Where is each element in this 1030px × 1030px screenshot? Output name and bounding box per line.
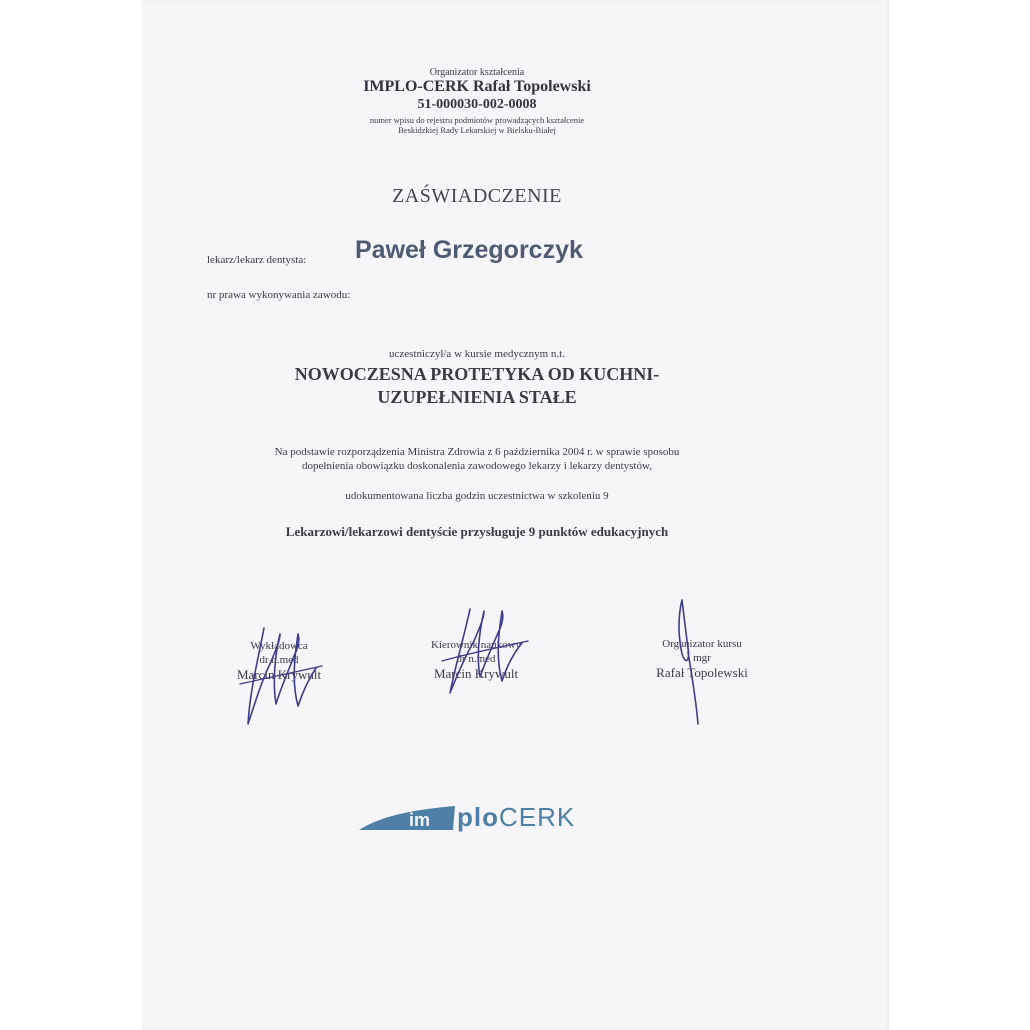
signature-role: Organizator kursu bbox=[662, 638, 742, 650]
logo-text-bold: plo bbox=[457, 802, 499, 832]
hours-statement: udokumentowana liczba godzin uczestnictwa w szkoleniu 9 bbox=[345, 490, 609, 502]
course-intro: uczestniczył/a w kursie medycznym n.t. bbox=[389, 348, 565, 360]
education-points-statement: Lekarzowi/lekarzowi dentyście przysługuje 9 punktów edukacyjnych bbox=[285, 524, 669, 539]
handwritten-signature-2 bbox=[440, 603, 530, 698]
certificate-paper bbox=[142, 0, 889, 1030]
signature-role: Wykładowca bbox=[250, 640, 308, 652]
implocerk-logo bbox=[357, 796, 607, 838]
logo-swoosh-icon bbox=[357, 796, 467, 838]
document-title: ZAŚWIADCZENIE bbox=[392, 185, 562, 207]
license-number-label: nr prawa wykonywania zawodu: bbox=[207, 289, 351, 301]
organizer-registry-line1: numer wpisu do rejestru podmiotów prowadzących kształcenie bbox=[369, 115, 585, 125]
signature-degree: dr n.med bbox=[456, 653, 496, 665]
legal-basis-line1: Na podstawie rozporządzenia Ministra Zdrowia z 6 października 2004 r. w sprawie sposobu bbox=[274, 446, 680, 458]
person-name: Paweł Grzegorczyk bbox=[355, 236, 583, 264]
organizer-label: Organizator kształcenia bbox=[429, 67, 525, 78]
signature-name: Marcin Krywult bbox=[433, 666, 519, 681]
organizer-registry-line2: Beskidzkiej Rady Lekarskiej w Bielsku-Białej bbox=[398, 125, 556, 135]
course-title-line1: NOWOCZESNA PROTETYKA OD KUCHNI- bbox=[294, 364, 660, 384]
handwritten-signature-1 bbox=[236, 620, 326, 730]
signature-degree: mgr bbox=[693, 652, 711, 664]
signature-role: Kierownik naukowy bbox=[430, 639, 522, 651]
organizer-number: 51-000030-002-0008 bbox=[417, 97, 537, 112]
logo-wordmark bbox=[457, 802, 575, 833]
course-title-line2: UZUPEŁNIENIA STAŁE bbox=[377, 387, 577, 407]
signature-name: Marcin Krywult bbox=[236, 667, 322, 682]
handwritten-signature-3 bbox=[670, 596, 710, 728]
logo-text-regular: CERK bbox=[499, 802, 576, 832]
signature-degree: dr n.med bbox=[259, 654, 299, 666]
legal-basis-line2: dopełnienia obowiązku doskonalenia zawodowego lekarzy i lekarzy dentystów, bbox=[302, 460, 652, 472]
logo-stamp-text: im bbox=[409, 810, 431, 830]
organizer-name: IMPLO-CERK Rafał Topolewski bbox=[363, 78, 591, 95]
person-label: lekarz/lekarz dentysta: bbox=[207, 254, 307, 266]
signature-name: Rafał Topolewski bbox=[656, 665, 748, 680]
